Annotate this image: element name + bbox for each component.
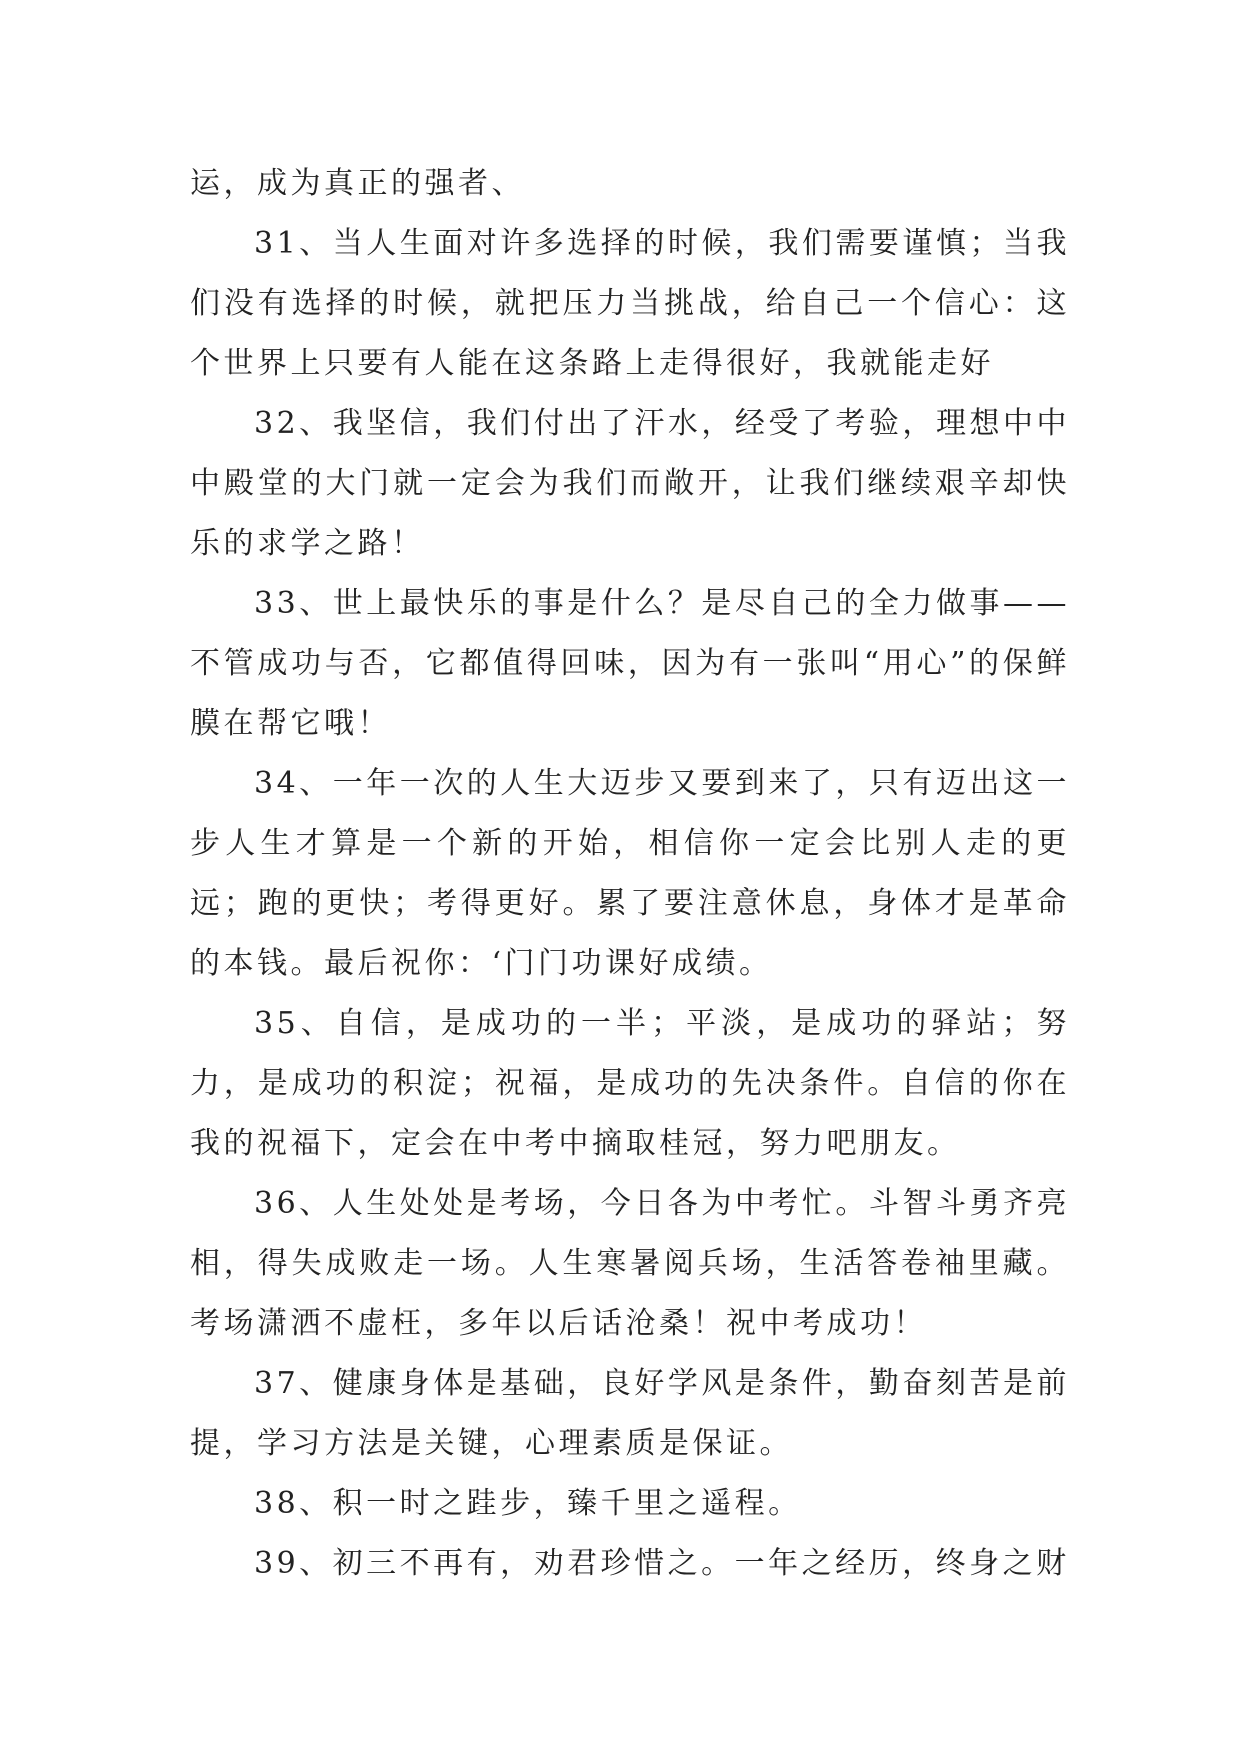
paragraph-item-39: 39、初三不再有，劝君珍惜之。一年之经历，终身之财 [254,1546,1070,1581]
paragraph-item-32: 32、我坚信，我们付出了汗水，经受了考验，理想中中中殿堂的大门就一定会为我们而敞开，让我们继续艰辛却快乐的求学之路！ [190,406,1070,561]
paragraph-item-33: 33、世上最快乐的事是什么？是尽自己的全力做事——不管成功与否，它都值得回味，因为有一张叫“用心”的保鲜膜在帮它哦！ [190,586,1070,741]
paragraph-item-35: 35、自信，是成功的一半；平淡，是成功的驿站；努力，是成功的积淀；祝福，是成功的先决条件。自信的你在我的祝福下，定会在中考中摘取桂冠，努力吧朋友。 [190,1006,1070,1161]
paragraph-item-37: 37、健康身体是基础，良好学风是条件，勤奋刻苦是前提，学习方法是关键，心理素质是保证。 [190,1366,1070,1461]
paragraph-item-36: 36、人生处处是考场，今日各为中考忙。斗智斗勇齐亮相，得失成败走一场。人生寒暑阅兵场，生活答卷袖里藏。考场潇洒不虚枉，多年以后话沧桑！祝中考成功！ [190,1186,1070,1341]
paragraph-item-38: 38、积一时之跬步，臻千里之遥程。 [254,1486,802,1521]
paragraph-continuation: 运，成为真正的强者、 [190,166,525,201]
paragraph-item-31: 31、当人生面对许多选择的时候，我们需要谨慎；当我们没有选择的时候，就把压力当挑战，给自己一个信心：这个世界上只要有人能在这条路上走得很好，我就能走好 [190,226,1070,381]
document-body [190,154,1070,1594]
paragraph-item-34: 34、一年一次的人生大迈步又要到来了，只有迈出这一步人生才算是一个新的开始，相信你一定会比别人走的更远；跑的更快；考得更好。累了要注意休息，身体才是革命的本钱。最后祝你：‘门门功课好成绩。 [190,766,1070,981]
